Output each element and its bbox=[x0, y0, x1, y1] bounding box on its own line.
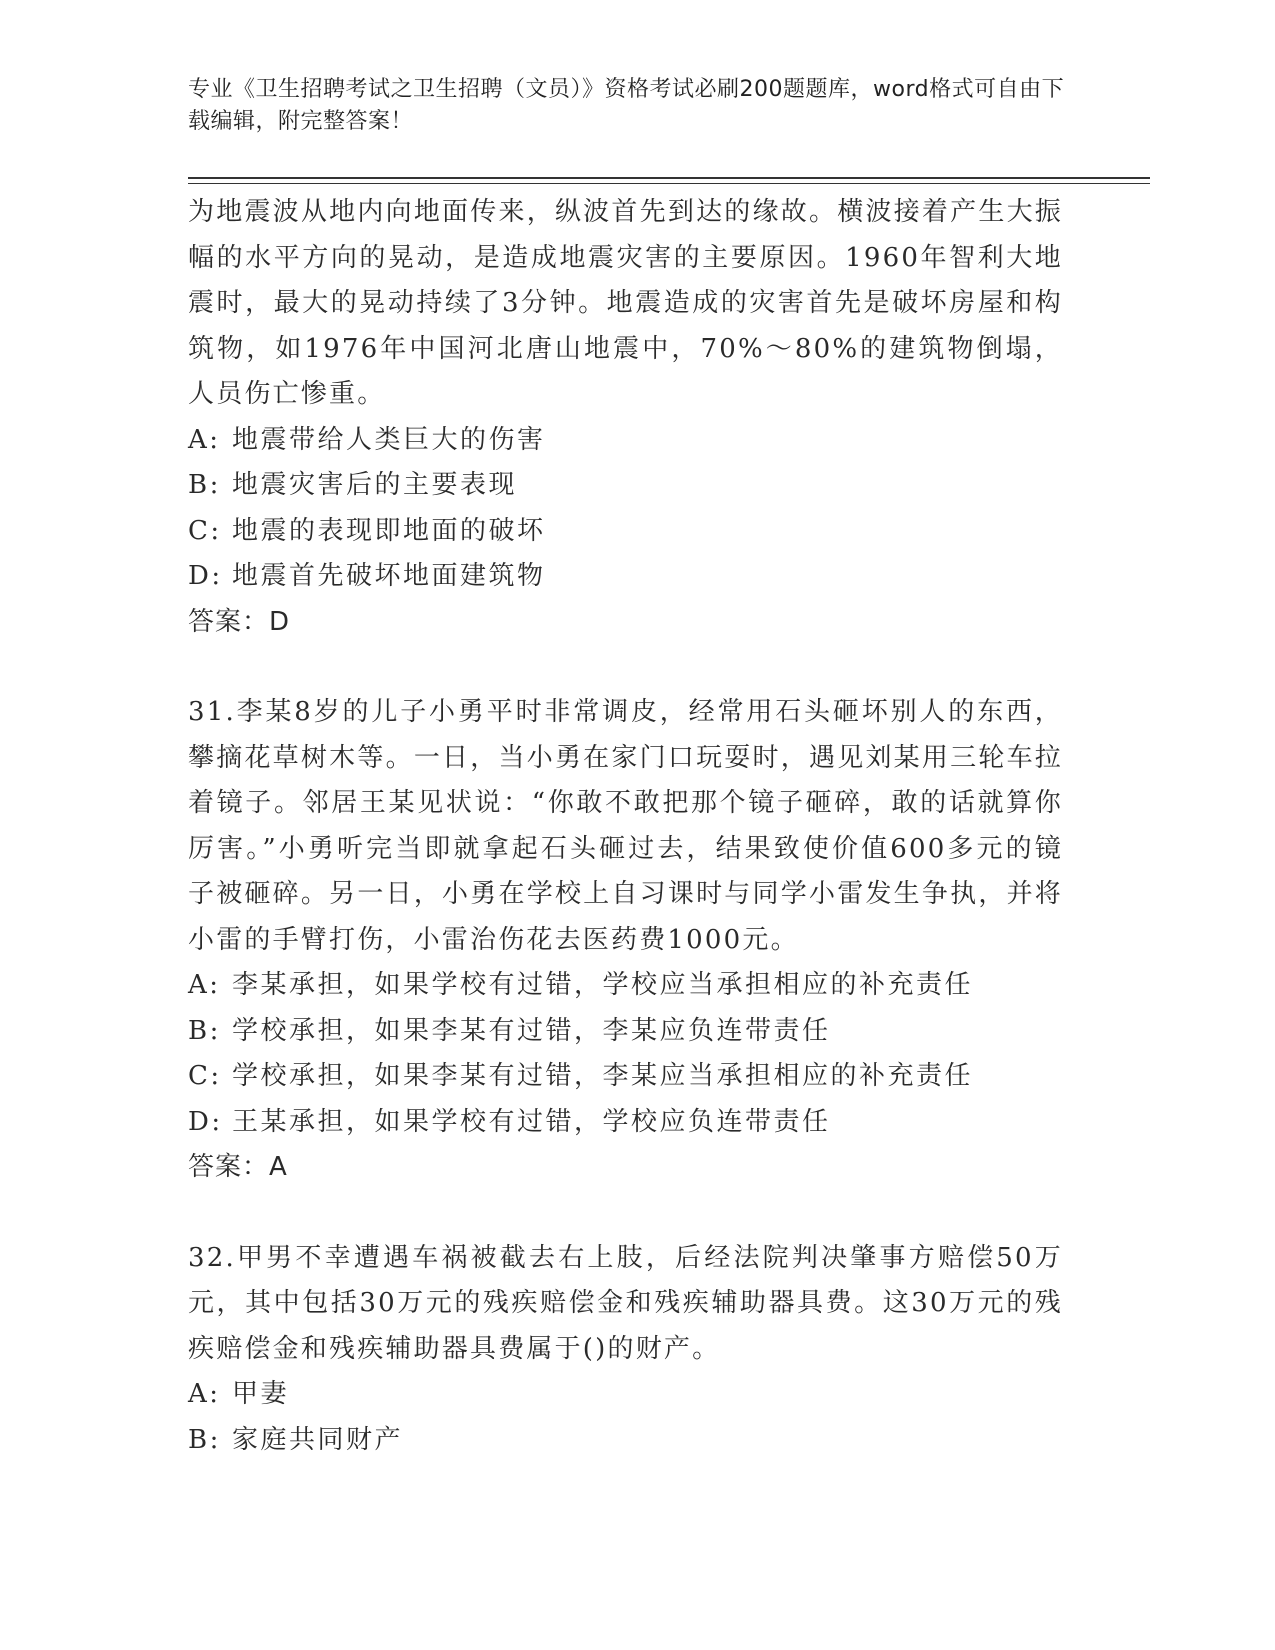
option-key: C: bbox=[188, 515, 222, 546]
option-c bbox=[188, 509, 1063, 555]
option-text: 学校承担，如果李某有过错，李某应负连带责任 bbox=[232, 1015, 831, 1046]
question-31 bbox=[188, 690, 1063, 1191]
answer-line: 答案：D bbox=[188, 606, 291, 637]
option-a bbox=[188, 963, 1063, 1009]
option-c bbox=[188, 1054, 1063, 1100]
spacer bbox=[188, 645, 1063, 690]
option-key: A: bbox=[188, 970, 221, 1000]
option-text: 王某承担，如果学校有过错，学校应负连带责任 bbox=[232, 1106, 831, 1137]
question-32 bbox=[188, 1236, 1063, 1464]
option-b bbox=[188, 1009, 1063, 1055]
option-text: 地震灾害后的主要表现 bbox=[232, 470, 518, 500]
option-b bbox=[188, 1418, 1063, 1464]
option-key: B: bbox=[188, 1015, 221, 1046]
question-stem: 31.李某8岁的儿子小勇平时非常调皮，经常用石头砸坏别人的东西，攀摘花草树木等。一日，当小勇在家门口玩耍时，遇见刘某用三轮车拉着镜子。邻居王某见状说：“你敢不敢把那个镜子砸碎，敢的话就算你厉害。”小勇听完当即就拿起石头砸过去，结果致使价值600多元的镜子被砸碎。另一日，小勇在学校上自习课时与同学小雷发生争执，并将小雷的手臂打伤，小雷治伤花去医药费1000元。 bbox=[188, 697, 1063, 955]
option-key: B: bbox=[188, 470, 221, 500]
page-header: 专业《卫生招聘考试之卫生招聘（文员）》资格考试必刷200题题库，word格式可自由下载编辑，附完整答案！ bbox=[188, 77, 1065, 134]
answer-line: 答案：A bbox=[188, 1152, 288, 1182]
option-a bbox=[188, 418, 1063, 464]
option-d bbox=[188, 554, 1063, 600]
option-key: D: bbox=[188, 1106, 223, 1137]
option-a bbox=[188, 1372, 1063, 1418]
option-text: 学校承担，如果李某有过错，李某应当承担相应的补充责任 bbox=[232, 1061, 974, 1091]
option-text: 甲妻 bbox=[232, 1379, 290, 1409]
question-30 bbox=[188, 190, 1063, 645]
question-stem: 为地震波从地内向地面传来，纵波首先到达的缘故。横波接着产生大振幅的水平方向的晃动，是造成地震灾害的主要原因。1960年智利大地震时，最大的晃动持续了3分钟。地震造成的灾害首先是破坏房屋和构筑物，如1976年中国河北唐山地震中，70%～80%的建筑物倒塌，人员伤亡惨重。 bbox=[188, 197, 1063, 409]
option-key: C: bbox=[188, 1061, 222, 1091]
option-key: A: bbox=[188, 424, 221, 455]
header-rule-thin bbox=[188, 183, 1150, 184]
option-key: B: bbox=[188, 1424, 221, 1455]
option-b bbox=[188, 463, 1063, 509]
option-key: A: bbox=[188, 1379, 221, 1409]
option-text: 家庭共同财产 bbox=[232, 1424, 404, 1455]
option-d bbox=[188, 1100, 1063, 1146]
spacer bbox=[188, 1191, 1063, 1236]
option-text: 地震首先破坏地面建筑物 bbox=[232, 561, 546, 591]
header-rule-thick bbox=[188, 177, 1150, 179]
option-key: D: bbox=[188, 561, 223, 591]
option-text: 地震带给人类巨大的伤害 bbox=[232, 424, 546, 455]
option-text: 李某承担，如果学校有过错，学校应当承担相应的补充责任 bbox=[232, 970, 974, 1000]
question-stem: 32.甲男不幸遭遇车祸被截去右上肢，后经法院判决肇事方赔偿50万元，其中包括30万元的残疾赔偿金和残疾辅助器具费。这30万元的残疾赔偿金和残疾辅助器具费属于()的财产。 bbox=[188, 1242, 1063, 1364]
document-body bbox=[188, 190, 1063, 1463]
option-text: 地震的表现即地面的破坏 bbox=[232, 515, 546, 546]
